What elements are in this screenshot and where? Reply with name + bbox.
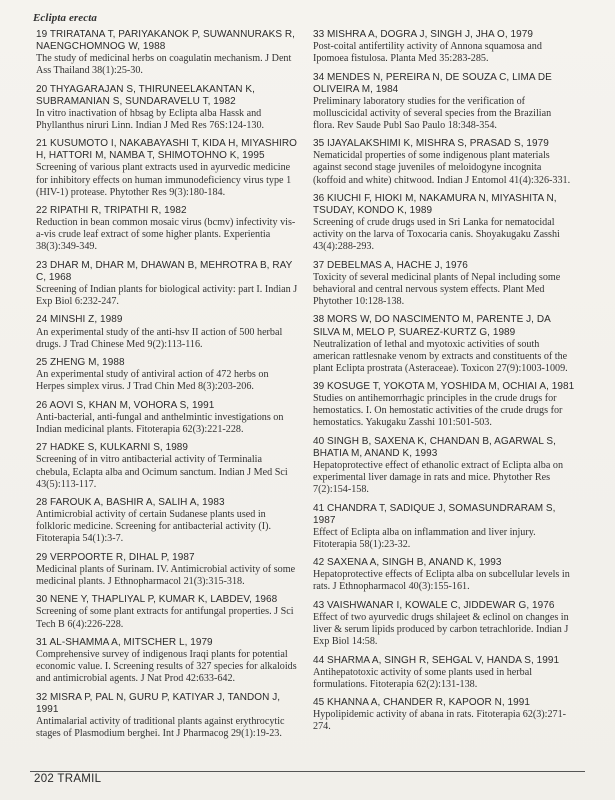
page-number: 202: [34, 773, 55, 785]
reference-authors: 19 TRIRATANA T, PARIYAKANOK P, SUWANNURAKS R, NAENGCHOMNOG W, 1988: [36, 29, 295, 53]
reference-entry: [36, 357, 298, 393]
publication-name: TRAMIL: [57, 773, 102, 785]
reference-authors: 30 NENE Y, THAPLIYAL P, KUMAR K, LABDEV, 1968: [36, 594, 278, 606]
reference-authors: 25 ZHENG M, 1988: [36, 357, 125, 369]
reference-citation: Reduction in bean common mosaic virus (bcmv) infectivity vis-a-vis crude leaf extract of some higher plants. Experientia 38(3):349-349.: [36, 217, 296, 253]
reference-authors: 26 AOVI S, KHAN M, VOHORA S, 1991: [36, 399, 215, 411]
reference-citation: Screening of some plant extracts for antifungal properties. J Sci Tech B 6(4):226-228.: [36, 606, 294, 630]
reference-entry: [36, 594, 298, 630]
reference-authors: 24 MINSHI Z, 1989: [36, 314, 123, 326]
reference-authors: 27 HADKE S, KULKARNI S, 1989: [36, 442, 189, 454]
reference-citation: Antihepatotoxic activity of some plants used in herbal formulations. Fitoterapia 62(2):131-138.: [313, 666, 533, 690]
reference-citation: Effect of Eclipta alba on inflammation and liver injury. Fitoterapia 58(1):23-32.: [313, 526, 536, 550]
reference-authors: 35 IJAYALAKSHIMI K, MISHRA S, PRASAD S, 1979: [313, 138, 549, 150]
reference-citation: Antimicrobial activity of certain Sudanese plants used in folkloric medicine. Screening for antibacterial activity (I). Fitoterapia 54(1):3-7.: [36, 509, 272, 545]
reference-citation: Screening of Indian plants for biological activity: part I. Indian J Exp Biol 6:232-247.: [36, 283, 298, 307]
reference-entry: [313, 655, 575, 691]
reference-entry: [313, 600, 575, 648]
page-footer: [34, 773, 101, 785]
reference-citation: Hypolipidemic activity of abana in rats. Fitoterapia 62(3):271-274.: [313, 709, 567, 733]
reference-authors: 32 MISRA P, PAL N, GURU P, KATIYAR J, TANDON J, 1991: [36, 691, 281, 715]
reference-entry: [36, 314, 298, 350]
reference-citation: Neutralization of lethal and myotoxic activities of south american rattlesnake venom by extracts and constituents of the plant Eclipta prostrata (Asteraceae). Toxicon 27(9):1003-1009.: [313, 338, 568, 374]
reference-entry: [313, 436, 575, 496]
reference-citation: Preliminary laboratory studies for the verification of molluscicidal activity of several species from the Brazilian flora. Rev Saude Publ Sao Paulo 18:348-354.: [313, 95, 552, 131]
reference-citation: Toxicity of several medicinal plants of Nepal including some behavioral and central nervous system effects. Plant Med Phytother 10:128-138.: [313, 271, 561, 307]
reference-authors: 42 SAXENA A, SINGH B, ANAND K, 1993: [313, 557, 502, 569]
reference-entry: [36, 692, 298, 740]
reference-citation: Screening of various plant extracts used in ayurvedic medicine for inhibitory effects on human immunodeficiency virus type 1 (HIV-1) protease. Phytother Res 9(3):180-184.: [36, 162, 292, 198]
reference-entry: [36, 205, 298, 253]
reference-citation: In vitro inactivation of hbsag by Eclipta alba Hassk and Phyllanthus niruri Linn. Indian J Med Res 76S:124-130.: [36, 107, 265, 131]
reference-citation: Comprehensive survey of indigenous Iraqi plants for potential economic value. I. Screening results of 327 species for alkaloids and antimicrobial agents. J Nat Prod 42:633-642.: [36, 649, 297, 685]
reference-citation: Post-coital antifertility activity of Annona squamosa and Ipomoea fistulosa. Planta Med 35:283-285.: [313, 41, 542, 65]
reference-entry: [313, 260, 575, 308]
footer-rule: [30, 771, 585, 772]
reference-authors: 44 SHARMA A, SINGH R, SEHGAL V, HANDA S, 1991: [313, 654, 560, 666]
reference-entry: [36, 497, 298, 545]
reference-entry: [36, 29, 298, 77]
reference-entry: [313, 381, 575, 429]
reference-entry: [36, 552, 298, 588]
reference-entry: [313, 697, 575, 733]
reference-citation: Screening of crude drugs used in Sri Lanka for nematocidal activity on the larva of Toxocaria canis. Shoyakugaku Zasshi 43(4):288-293.: [313, 217, 560, 253]
reference-entry: [36, 84, 298, 132]
reference-authors: 20 THYAGARAJAN S, THIRUNEELAKANTAN K, SUBRAMANIAN S, SUNDARAVELU T, 1982: [36, 83, 255, 107]
reference-citation: Antimalarial activity of traditional plants against erythrocytic stages of Plasmodium berghei. Int J Pharmacog 29(1):19-23.: [36, 715, 285, 739]
reference-citation: Nematicidal properties of some indigenous plant materials against second stage juveniles of meloidogyne incognita (koffoid and white) chitwood. Indian J Entomol 41(4):326-331.: [313, 150, 571, 186]
reference-citation: The study of medicinal herbs on coagulatin mechanism. J Dent Ass Thailand 38(1):25-30.: [36, 53, 292, 77]
reference-entry: [313, 314, 575, 374]
reference-column-left: [36, 29, 298, 746]
reference-authors: 36 KIUCHI F, HIOKI M, NAKAMURA N, MIYASHITA N, TSUDAY, KONDO K, 1989: [313, 193, 557, 217]
reference-authors: 40 SINGH B, SAXENA K, CHANDAN B, AGARWAL S, BHATIA M, ANAND K, 1993: [313, 435, 556, 459]
reference-authors: 28 FAROUK A, BASHIR A, SALIH A, 1983: [36, 497, 225, 509]
reference-citation: Studies on antihemorrhagic principles in the crude drugs for hemostatics. I. On hemostatic activities of the crude drugs for hemostatics. Yakugaku Zasshi 101:501-503.: [313, 393, 563, 429]
reference-citation: An experimental study of the anti-hsv II action of 500 herbal drugs. J Trad Chinese Med 9(2):113-116.: [36, 326, 283, 350]
reference-entry: [313, 193, 575, 253]
reference-citation: Anti-bacterial, anti-fungal and anthelmintic investigations on Indian medicinal plants. Fitoterapia 62(3):221-228.: [36, 411, 284, 435]
reference-authors: 22 RIPATHI R, TRIPATHI R, 1982: [36, 205, 187, 217]
reference-entry: [36, 260, 298, 308]
reference-authors: 45 KHANNA A, CHANDER R, KAPOOR N, 1991: [313, 697, 530, 709]
reference-authors: 39 KOSUGE T, YOKOTA M, YOSHIDA M, OCHIAI A, 1981: [313, 381, 575, 393]
reference-authors: 33 MISHRA A, DOGRA J, SINGH J, JHA O, 1979: [313, 29, 533, 40]
running-head: Eclipta erecta: [33, 12, 98, 24]
reference-citation: Effect of two ayurvedic drugs shilajeet & eclinol on changes in liver & serum lipids produced by carbon tetrachloride. Indian J Exp Biol 14:58.: [313, 612, 569, 648]
reference-authors: 34 MENDES N, PEREIRA N, DE SOUZA C, LIMA DE OLIVEIRA M, 1984: [313, 71, 552, 95]
reference-authors: 29 VERPOORTE R, DIHAL P, 1987: [36, 551, 195, 563]
reference-entry: [36, 442, 298, 490]
reference-entry: [313, 557, 575, 593]
reference-entry: [313, 503, 575, 551]
reference-citation: Medicinal plants of Surinam. IV. Antimicrobial activity of some medicinal plants. J Ethnopharmacol 21(3):315-318.: [36, 563, 296, 587]
reference-entry: [36, 637, 298, 685]
reference-citation: Hepatoprotective effects of Eclipta alba on subcellular levels in rats. J Ethnopharmacol 40(3):155-161.: [313, 569, 570, 593]
reference-authors: 38 MORS W, DO NASCIMENTO M, PARENTE J, DA SILVA M, MELO P, SUAREZ-KURTZ G, 1989: [313, 314, 551, 338]
reference-citation: Screening of in vitro antibacterial activity of Terminalia chebula, Eclapta alba and Ocimum sanctum. Indian J Med Sci 43(5):113-117.: [36, 454, 288, 490]
reference-entry: [313, 29, 575, 65]
reference-authors: 37 DEBELMAS A, HACHE J, 1976: [313, 259, 468, 271]
reference-entry: [36, 400, 298, 436]
reference-entry: [36, 138, 298, 198]
reference-authors: 31 AL-SHAMMA A, MITSCHER L, 1979: [36, 637, 213, 649]
reference-citation: An experimental study of antiviral action of 472 herbs on Herpes simplex virus. J Trad Chin Med 8(3):203-206.: [36, 369, 269, 393]
reference-column-right: [313, 29, 575, 740]
reference-authors: 21 KUSUMOTO I, NAKABAYASHI T, KIDA H, MIYASHIRO H, HATTORI M, NAMBA T, SHIMOTOHNO K, 1995: [36, 138, 297, 162]
reference-citation: Hepatoprotective effect of ethanolic extract of Eclipta alba on experimental liver damage in rats and mice. Phytother Res 7(2):154-158.: [313, 460, 564, 496]
reference-authors: 43 VAISHWANAR I, KOWALE C, JIDDEWAR G, 1976: [313, 599, 555, 611]
reference-entry: [313, 138, 575, 186]
reference-entry: [313, 72, 575, 132]
reference-authors: 41 CHANDRA T, SADIQUE J, SOMASUNDRARAM S, 1987: [313, 502, 556, 526]
reference-authors: 23 DHAR M, DHAR M, DHAWAN B, MEHROTRA B, RAY C, 1968: [36, 259, 293, 283]
